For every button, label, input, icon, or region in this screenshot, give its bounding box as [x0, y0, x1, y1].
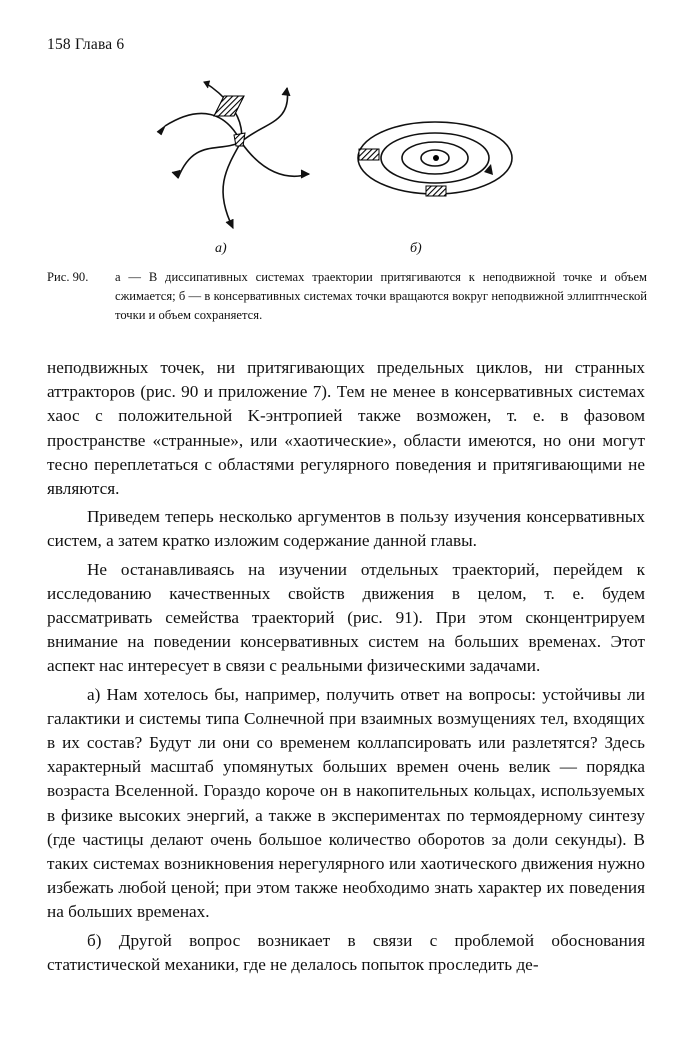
paragraph: б) Другой вопрос возникает в связи с проблемой обоснования статистической механики, где не делалось попыток проследить де- — [47, 930, 645, 974]
chapter-title: Глава 6 — [74, 36, 125, 53]
fixed-point — [433, 155, 439, 161]
paragraph: неподвижных точек, ни притягивающих предельных циклов, ни странных аттракторов (рис. 90 и приложение 7). Тем не менее в консервативных системах хаос с положительной K-энтропией также возможен, т. е. в фазовом пространстве «странные», или «хаотические», области имеются, но они могут тесно переплетаться с областями регулярного поведения и притягивающими не являются. — [47, 358, 645, 499]
arrow-head — [282, 88, 290, 96]
phase-volume-small — [234, 133, 245, 146]
arrow-head — [172, 170, 180, 178]
spiral-arm — [241, 88, 288, 142]
spiral-arm — [241, 142, 309, 176]
page-number: 158 — [47, 36, 71, 53]
running-header — [47, 36, 124, 54]
phase-volume-left — [359, 149, 379, 160]
figure-90 — [0, 70, 700, 260]
figure-label-b: б) — [410, 241, 422, 256]
caption-text: а — В диссипативных системах траектории притягиваются к неподвижной точке и объем сжимается; б — в консервативных системах точки вращаются вокруг неподвижной эллиптнческой точки и объем сохраняется. — [115, 270, 647, 322]
spiral-arm — [223, 142, 241, 228]
arrow-head — [157, 126, 165, 135]
arrow-head — [301, 170, 309, 178]
phase-volume-bottom — [426, 186, 446, 196]
body-text — [47, 356, 645, 981]
paragraph: а) Нам хотелось бы, например, получить ответ на вопросы: устойчивы ли галактики и системы типа Солнечной при взаимных возмущениях тел, входящих в их состав? Будут ли они со временем коллапсировать или разлетятся? Здесь характерный масштаб упомянутых больших времен очень велик — порядка возраста Вселенной. Гораздо короче он в накопительных кольцах, используемых в физике высоких энергий, а также в экспериментах по термоядерному синтезу (где частицы делают очень большое количество оборотов за доли секунды). В таких системах возникновения нерегулярного или хаотического движения нужно избежать любой ценой; при этом также необходимо знать характер их поведения на больших временах. — [47, 684, 645, 922]
paragraph: Приведем теперь несколько аргументов в пользу изучения консервативных систем, а затем кратко изложим содержание данной главы. — [47, 507, 645, 551]
paragraph: Не останавливаясь на изучении отдельных траекторий, перейдем к исследованию качественных свойств движения в целом, т. е. будем рассматривать семейства траекторий (рис. 91). При этом сконцентрируем внимание на поведении консервативных систем на больших временах. Этот аспект нас интересует в связи с реальными физическими задачами. — [47, 559, 645, 676]
caption-label: Рис. 90. — [47, 270, 89, 284]
orbit-arrow — [484, 164, 493, 175]
figure-caption — [47, 268, 647, 325]
phase-volume-large — [214, 96, 244, 116]
spiral-arm — [165, 113, 241, 142]
figure-label-a: а) — [215, 241, 227, 256]
